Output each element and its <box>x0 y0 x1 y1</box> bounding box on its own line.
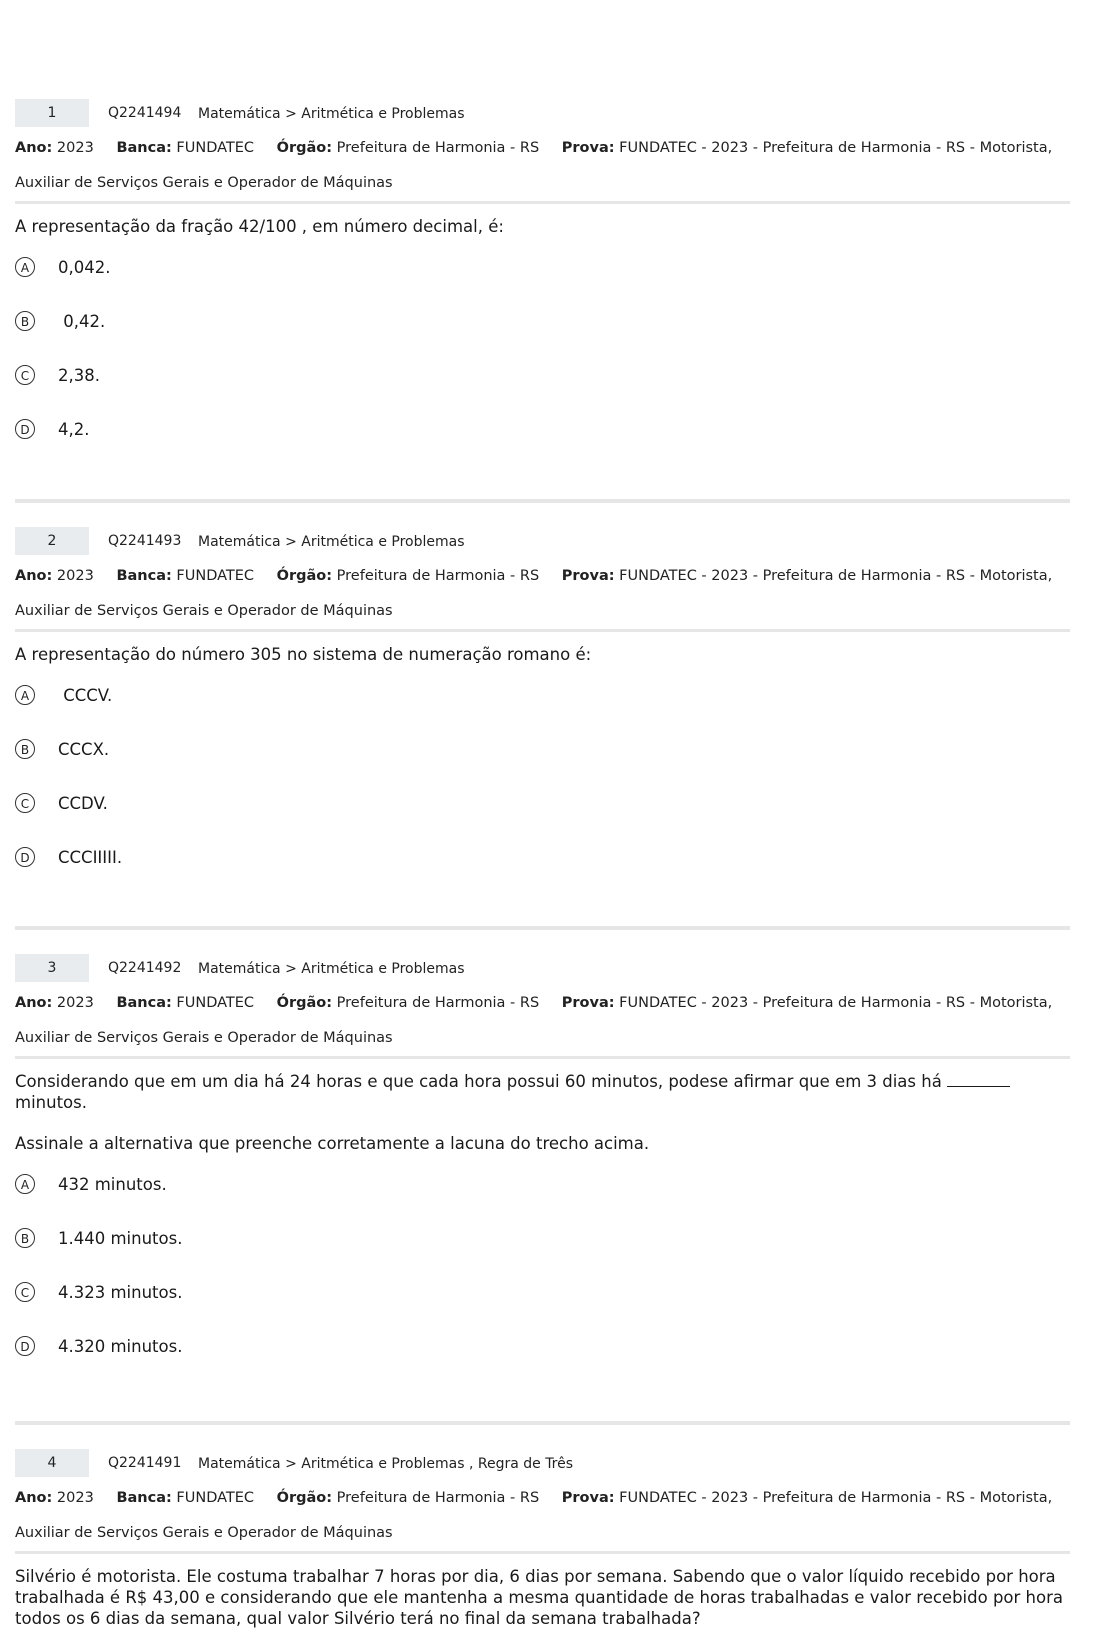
option-letter[interactable]: B <box>15 1228 35 1248</box>
question-subject[interactable]: Matemática > Aritmética e Problemas <box>198 961 465 977</box>
question-separator <box>15 499 1070 503</box>
option-letter[interactable]: D <box>15 419 35 439</box>
option-text: 4.323 minutos. <box>58 1283 183 1302</box>
option-text: 4.320 minutos. <box>58 1337 183 1356</box>
option-text: 0,42. <box>58 312 106 331</box>
question-1 <box>15 99 1070 473</box>
stem-instruction: Assinale a alternativa que preenche corretamente a lacuna do trecho acima. <box>15 1134 650 1153</box>
meta-orgao: Órgão: Prefeitura de Harmonia - RS <box>276 140 540 156</box>
option-a[interactable] <box>15 685 1070 739</box>
stem-paragraph: Considerando que em um dia há 24 horas e que cada hora possui 60 minutos, podese afirmar que em 3 dias há minutos. <box>15 1071 1070 1113</box>
question-code[interactable]: Q2241492 <box>108 960 182 976</box>
question-number[interactable]: 2 <box>15 527 89 555</box>
meta-ano: Ano: 2023 <box>15 140 94 156</box>
question-metadata <box>15 131 1070 201</box>
question-3 <box>15 954 1070 1390</box>
meta-banca: Banca: FUNDATEC <box>116 140 255 156</box>
question-separator <box>15 926 1070 930</box>
header-divider <box>15 1551 1070 1554</box>
option-c[interactable] <box>15 365 1070 419</box>
meta-prova: Prova: FUNDATEC - 2023 - Prefeitura de Harmonia - RS - Motorista, <box>561 1490 1053 1506</box>
option-letter[interactable]: C <box>15 1282 35 1302</box>
meta-prova-continuation: Auxiliar de Serviços Gerais e Operador de Máquinas <box>15 175 393 191</box>
meta-orgao: Órgão: Prefeitura de Harmonia - RS <box>276 995 540 1011</box>
option-d[interactable] <box>15 419 1070 473</box>
meta-ano: Ano: 2023 <box>15 995 94 1011</box>
option-letter[interactable]: A <box>15 685 35 705</box>
stem-paragraph: A representação do número 305 no sistema de numeração romano é: <box>15 645 592 664</box>
option-letter[interactable]: D <box>15 1336 35 1356</box>
option-text: 2,38. <box>58 366 100 385</box>
question-number[interactable]: 1 <box>15 99 89 127</box>
option-d[interactable] <box>15 847 1070 901</box>
question-2 <box>15 527 1070 901</box>
question-metadata <box>15 559 1070 629</box>
option-c[interactable] <box>15 1282 1070 1336</box>
meta-ano: Ano: 2023 <box>15 568 94 584</box>
question-4 <box>15 1449 1070 1649</box>
question-code[interactable]: Q2241493 <box>108 533 182 549</box>
option-b[interactable] <box>15 739 1070 793</box>
meta-prova: Prova: FUNDATEC - 2023 - Prefeitura de Harmonia - RS - Motorista, <box>561 568 1053 584</box>
question-header <box>15 99 1070 127</box>
question-number[interactable]: 3 <box>15 954 89 982</box>
option-text: CCCV. <box>58 686 113 705</box>
question-header <box>15 527 1070 555</box>
stem-paragraph: A representação da fração 42/100 , em número decimal, é: <box>15 217 504 236</box>
option-text: 4,2. <box>58 420 90 439</box>
options-list <box>15 257 1070 473</box>
header-divider <box>15 629 1070 632</box>
question-subject[interactable]: Matemática > Aritmética e Problemas <box>198 106 465 122</box>
option-b[interactable] <box>15 311 1070 365</box>
meta-banca: Banca: FUNDATEC <box>116 995 255 1011</box>
option-letter[interactable]: C <box>15 793 35 813</box>
meta-prova: Prova: FUNDATEC - 2023 - Prefeitura de Harmonia - RS - Motorista, <box>561 140 1053 156</box>
option-d[interactable] <box>15 1336 1070 1390</box>
option-a[interactable] <box>15 257 1070 311</box>
question-stem <box>15 644 1070 665</box>
meta-banca: Banca: FUNDATEC <box>116 1490 255 1506</box>
option-text: 432 minutos. <box>58 1175 167 1194</box>
stem-paragraph: Silvério é motorista. Ele costuma trabalhar 7 horas por dia, 6 dias por semana. Sabendo que o valor líquido recebido por hora trabalhada é R$ 43,00 e considerando que ele mantenha a mesma quantidade de horas trabalhadas e valor recebido por hora todos os 6 dias da semana, qual valor Silvério terá no final da semana trabalhada? <box>15 1567 1063 1628</box>
question-code[interactable]: Q2241494 <box>108 105 182 121</box>
option-a[interactable] <box>15 1174 1070 1228</box>
options-list <box>15 1174 1070 1390</box>
question-stem <box>15 1071 1070 1154</box>
meta-banca: Banca: FUNDATEC <box>116 568 255 584</box>
question-subject[interactable]: Matemática > Aritmética e Problemas , Regra de Três <box>198 1456 574 1472</box>
question-header <box>15 1449 1070 1477</box>
header-divider <box>15 1056 1070 1059</box>
option-letter[interactable]: D <box>15 847 35 867</box>
option-letter[interactable]: B <box>15 311 35 331</box>
question-number[interactable]: 4 <box>15 1449 89 1477</box>
option-letter[interactable]: A <box>15 257 35 277</box>
option-letter[interactable]: C <box>15 365 35 385</box>
meta-prova-continuation: Auxiliar de Serviços Gerais e Operador de Máquinas <box>15 603 393 619</box>
question-header <box>15 954 1070 982</box>
option-letter[interactable]: A <box>15 1174 35 1194</box>
option-text: CCCIIIII. <box>58 848 123 867</box>
meta-prova-continuation: Auxiliar de Serviços Gerais e Operador de Máquinas <box>15 1030 393 1046</box>
question-metadata <box>15 1481 1070 1551</box>
question-stem <box>15 1566 1070 1629</box>
meta-prova: Prova: FUNDATEC - 2023 - Prefeitura de Harmonia - RS - Motorista, <box>561 995 1053 1011</box>
meta-ano: Ano: 2023 <box>15 1490 94 1506</box>
option-b[interactable] <box>15 1228 1070 1282</box>
question-subject[interactable]: Matemática > Aritmética e Problemas <box>198 534 465 550</box>
meta-orgao: Órgão: Prefeitura de Harmonia - RS <box>276 568 540 584</box>
question-separator <box>15 1421 1070 1425</box>
option-text: CCCX. <box>58 740 110 759</box>
option-letter[interactable]: B <box>15 739 35 759</box>
question-stem <box>15 216 1070 237</box>
options-list <box>15 685 1070 901</box>
header-divider <box>15 201 1070 204</box>
meta-prova-continuation: Auxiliar de Serviços Gerais e Operador de Máquinas <box>15 1525 393 1541</box>
option-text: CCDV. <box>58 794 108 813</box>
meta-orgao: Órgão: Prefeitura de Harmonia - RS <box>276 1490 540 1506</box>
question-metadata <box>15 986 1070 1056</box>
option-text: 1.440 minutos. <box>58 1229 183 1248</box>
fill-in-blank <box>947 1072 1010 1087</box>
question-code[interactable]: Q2241491 <box>108 1455 182 1471</box>
option-c[interactable] <box>15 793 1070 847</box>
option-text: 0,042. <box>58 258 111 277</box>
